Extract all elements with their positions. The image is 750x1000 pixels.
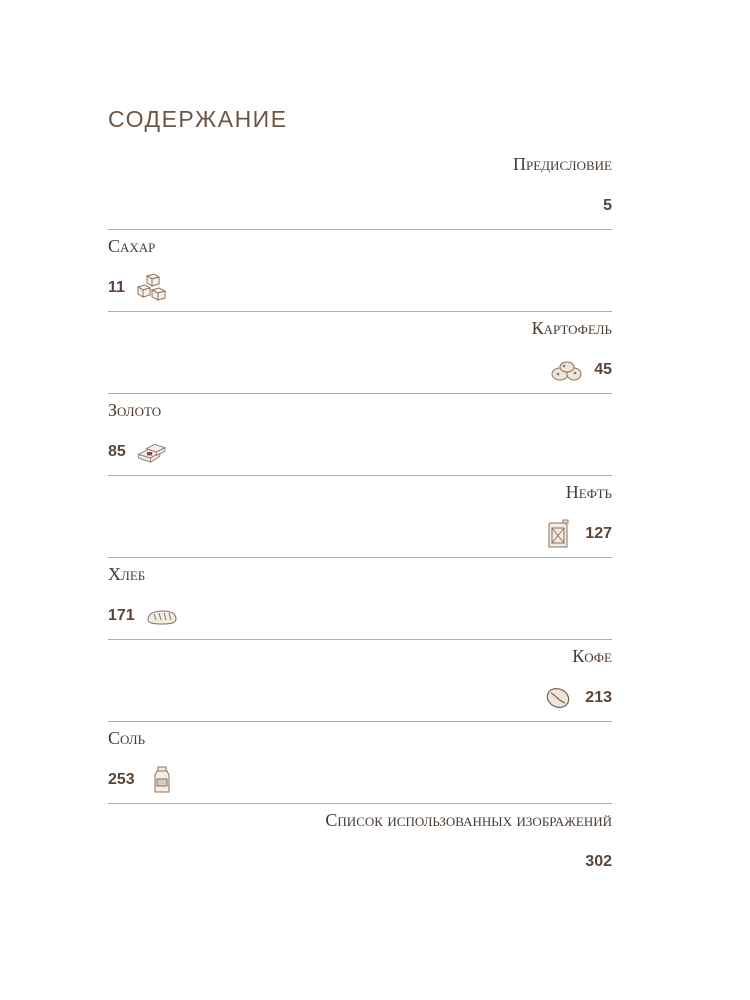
toc-entry-sugar[interactable] bbox=[108, 230, 612, 312]
toc-entry-potato[interactable] bbox=[108, 312, 612, 394]
toc-entry-name: Нефть bbox=[565, 482, 612, 502]
toc-entry-page: 302 bbox=[585, 853, 612, 870]
toc-entry-name: Соль bbox=[108, 728, 146, 748]
toc-entry-page: 5 bbox=[603, 197, 612, 214]
toc-entry-name: Хлеб bbox=[108, 564, 146, 584]
toc-entry-page: 171 bbox=[108, 607, 135, 624]
oil-canister-icon bbox=[541, 519, 575, 549]
bread-loaf-icon bbox=[145, 601, 179, 631]
toc-entry-name: Сахар bbox=[108, 236, 156, 256]
toc-entry-name: Предисловие bbox=[513, 154, 612, 174]
salt-jar-icon bbox=[145, 765, 179, 795]
toc-entry-page: 127 bbox=[585, 525, 612, 542]
toc-entry-name: Кофе bbox=[572, 646, 612, 666]
gold-bars-icon bbox=[136, 437, 170, 467]
toc-entry-page: 85 bbox=[108, 443, 126, 460]
toc-entry-preface[interactable] bbox=[108, 148, 612, 230]
toc-entry-name: Золото bbox=[108, 400, 162, 420]
toc-entry-page: 213 bbox=[585, 689, 612, 706]
coffee-bean-icon bbox=[541, 683, 575, 713]
page-title: СОДЕРЖАНИЕ bbox=[108, 106, 288, 132]
toc-entry-page: 253 bbox=[108, 771, 135, 788]
toc-entry-page: 11 bbox=[108, 279, 125, 296]
toc-entry-name: Картофель bbox=[531, 318, 612, 338]
toc-entry-image-list[interactable] bbox=[108, 804, 612, 886]
toc-entry-gold[interactable] bbox=[108, 394, 612, 476]
toc-entry-bread[interactable] bbox=[108, 558, 612, 640]
potatoes-icon bbox=[550, 355, 584, 385]
sugar-cubes-icon bbox=[135, 273, 169, 303]
toc-entry-page: 45 bbox=[594, 361, 612, 378]
toc-entry-oil[interactable] bbox=[108, 476, 612, 558]
toc-entry-name: Список использованных изображений bbox=[325, 810, 612, 830]
toc-list bbox=[108, 148, 612, 886]
toc-entry-salt[interactable] bbox=[108, 722, 612, 804]
toc-entry-coffee[interactable] bbox=[108, 640, 612, 722]
